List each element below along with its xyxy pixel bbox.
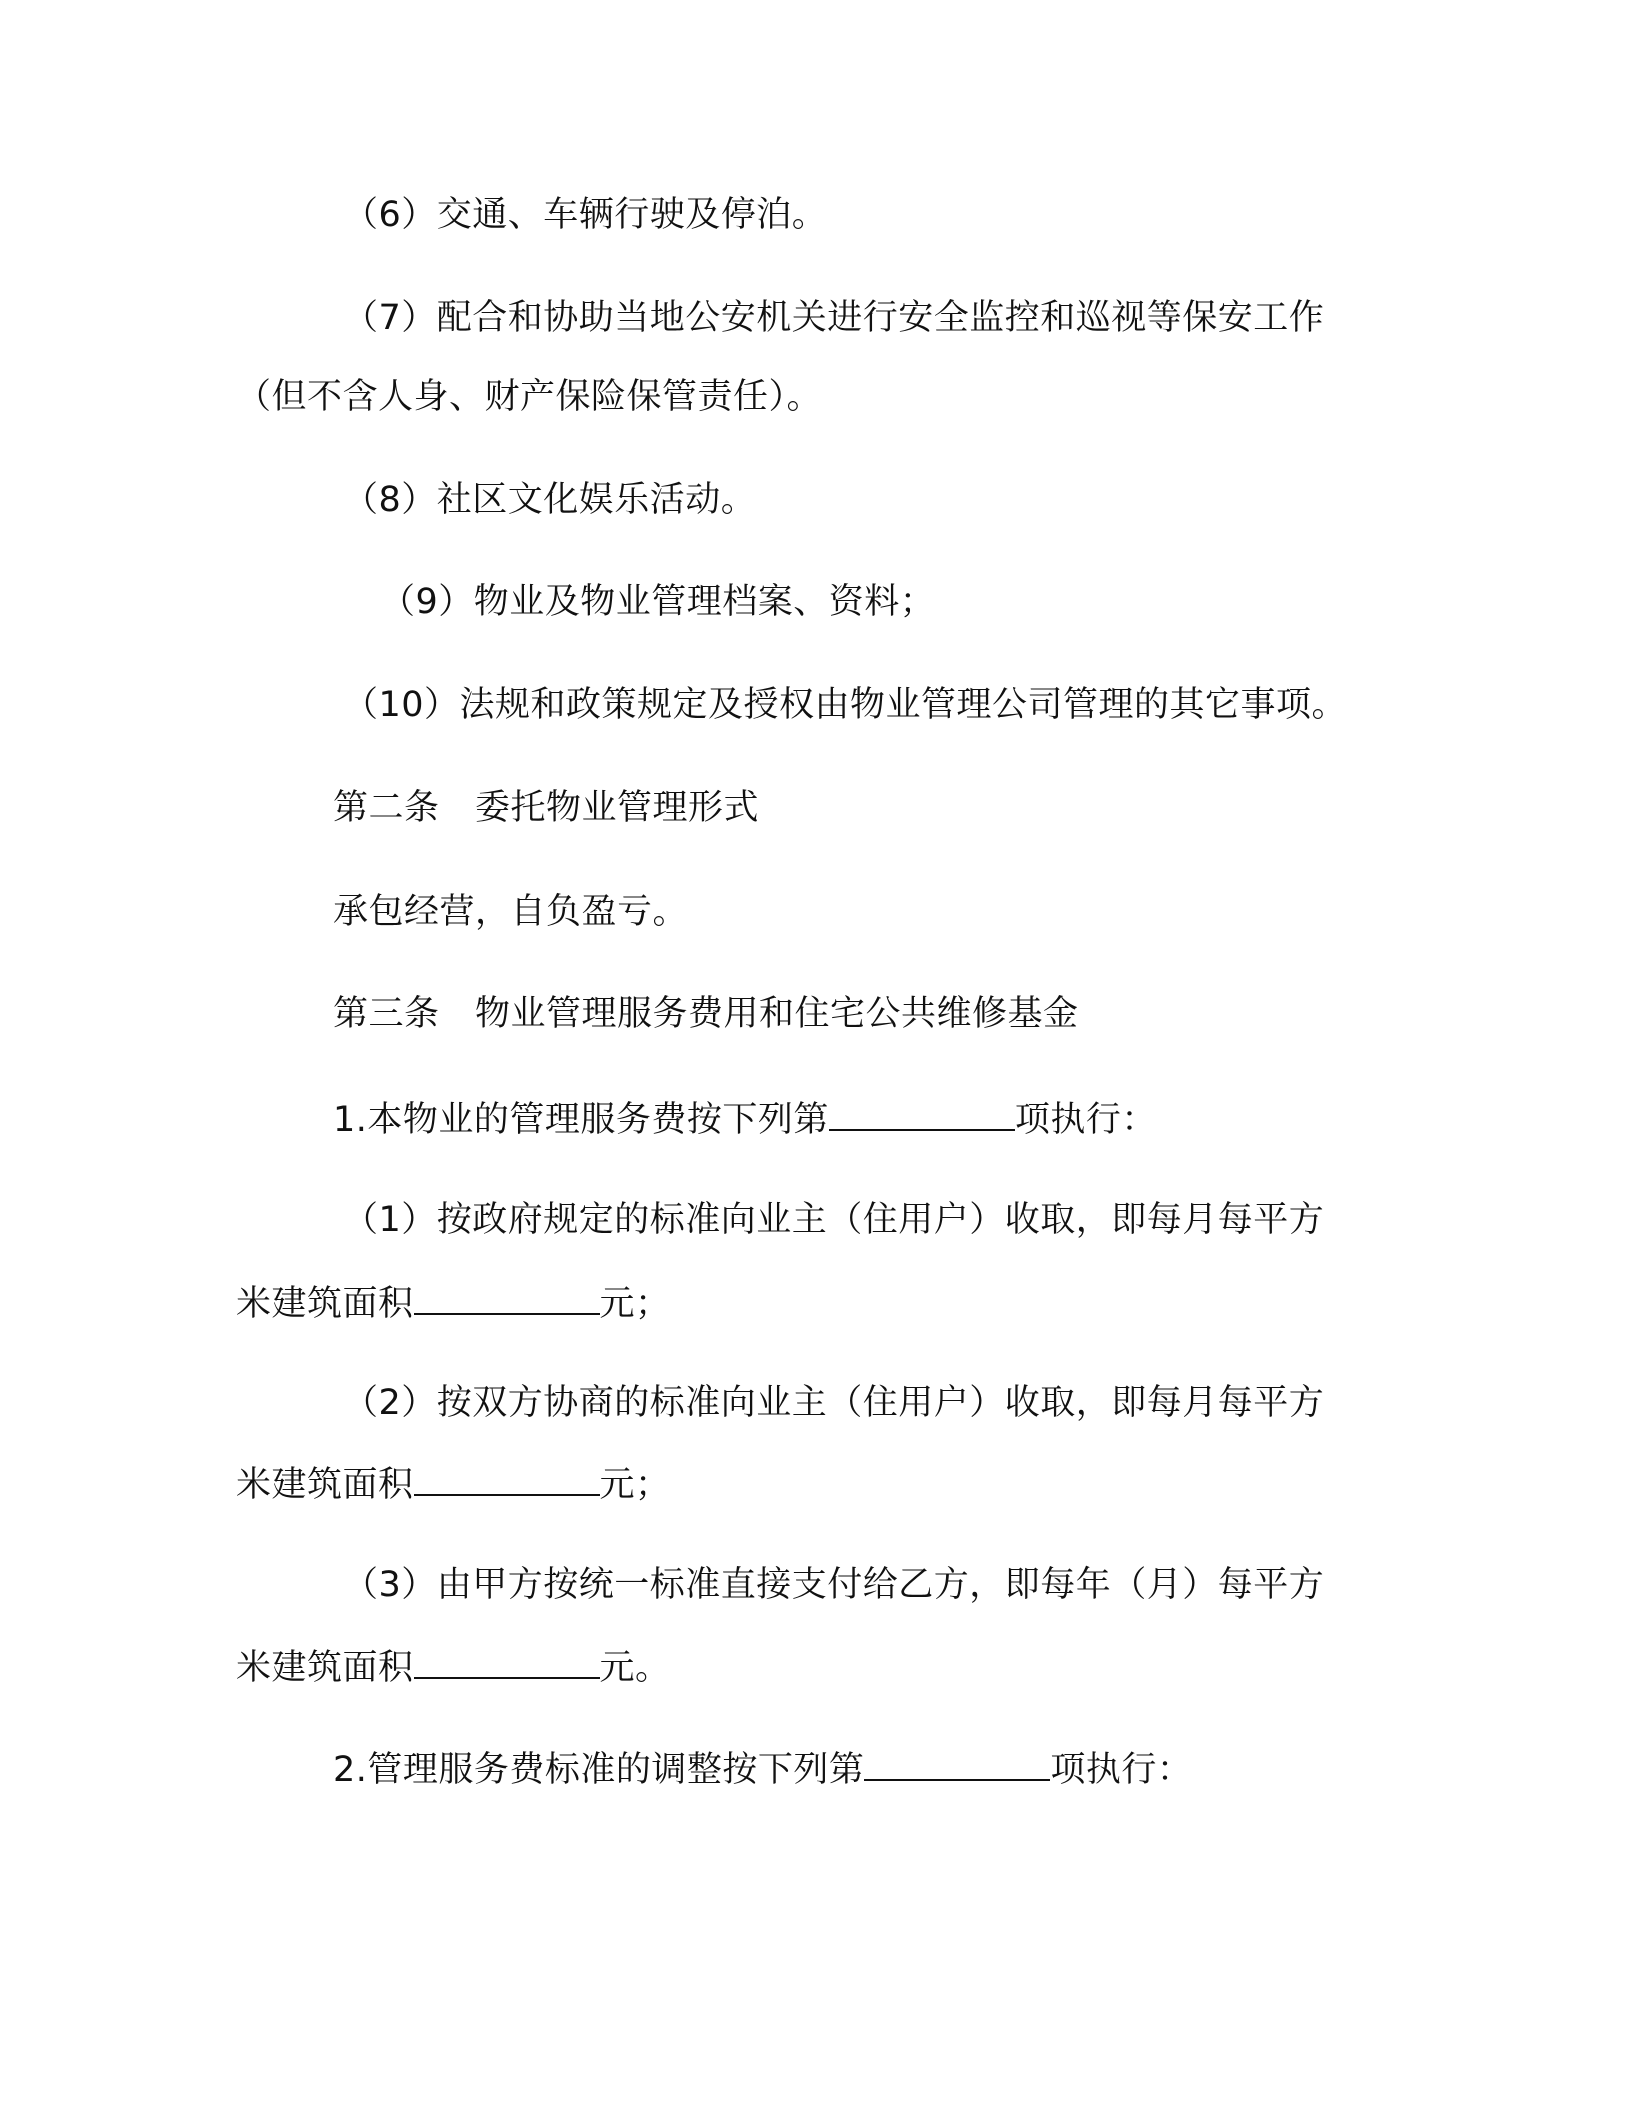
option-2-continuation-after: 元； <box>599 1465 671 1505</box>
article-3-heading-text: 第三条 物业管理服务费用和住宅公共维修基金 <box>333 994 1079 1034</box>
article-2-heading-text: 第二条 委托物业管理形式 <box>333 788 760 828</box>
list-item-7-continuation <box>236 375 822 419</box>
option-3-text: （3）由甲方按统一标准直接支付给乙方，即每年（月）每平方 <box>343 1565 1325 1605</box>
list-item-7-text: （7）配合和协助当地公安机关进行安全监控和巡视等保安工作 <box>343 298 1325 338</box>
option-1-continuation-after: 元； <box>599 1284 671 1324</box>
option-2 <box>343 1381 1324 1425</box>
clause-1-blank[interactable] <box>829 1095 1015 1131</box>
option-1-text: （1）按政府规定的标准向业主（住用户）收取，即每月每平方 <box>343 1200 1325 1240</box>
option-3-continuation-before: 米建筑面积 <box>236 1648 414 1688</box>
list-item-10 <box>343 683 1347 727</box>
list-item-9-text: （9）物业及物业管理档案、资料； <box>380 582 936 622</box>
list-item-9 <box>380 580 935 624</box>
clause-2-text-after: 项执行： <box>1050 1750 1193 1790</box>
list-item-6-text: （6）交通、车辆行驶及停泊。 <box>343 195 828 235</box>
option-2-continuation <box>236 1460 671 1507</box>
clause-1-text-before: 1.本物业的管理服务费按下列第 <box>333 1100 829 1140</box>
article-2-body-text: 承包经营，自负盈亏。 <box>333 892 689 932</box>
article-2-body <box>333 890 688 934</box>
list-item-10-text: （10）法规和政策规定及授权由物业管理公司管理的其它事项。 <box>343 685 1348 725</box>
option-1-continuation <box>236 1279 671 1326</box>
clause-1-text-after: 项执行： <box>1014 1100 1157 1140</box>
list-item-7 <box>343 296 1324 340</box>
clause-2-blank[interactable] <box>864 1745 1050 1781</box>
article-2-heading <box>333 786 759 830</box>
option-3-continuation-after: 元。 <box>599 1648 671 1688</box>
list-item-7-continuation-text: （但不含人身、财产保险保管责任）。 <box>236 377 823 417</box>
option-2-blank[interactable] <box>414 1460 600 1496</box>
option-1-continuation-before: 米建筑面积 <box>236 1284 414 1324</box>
option-2-continuation-before: 米建筑面积 <box>236 1465 414 1505</box>
list-item-8-text: （8）社区文化娱乐活动。 <box>343 480 757 520</box>
option-1-blank[interactable] <box>414 1279 600 1315</box>
list-item-8 <box>343 478 756 522</box>
clause-1 <box>333 1095 1157 1142</box>
option-3-continuation <box>236 1643 671 1690</box>
option-3-blank[interactable] <box>414 1643 600 1679</box>
clause-2-text-before: 2.管理服务费标准的调整按下列第 <box>333 1750 865 1790</box>
list-item-6 <box>343 193 827 237</box>
clause-2 <box>333 1745 1192 1792</box>
option-1 <box>343 1198 1324 1242</box>
option-3 <box>343 1563 1324 1607</box>
option-2-text: （2）按双方协商的标准向业主（住用户）收取，即每月每平方 <box>343 1383 1325 1423</box>
article-3-heading <box>333 992 1079 1036</box>
